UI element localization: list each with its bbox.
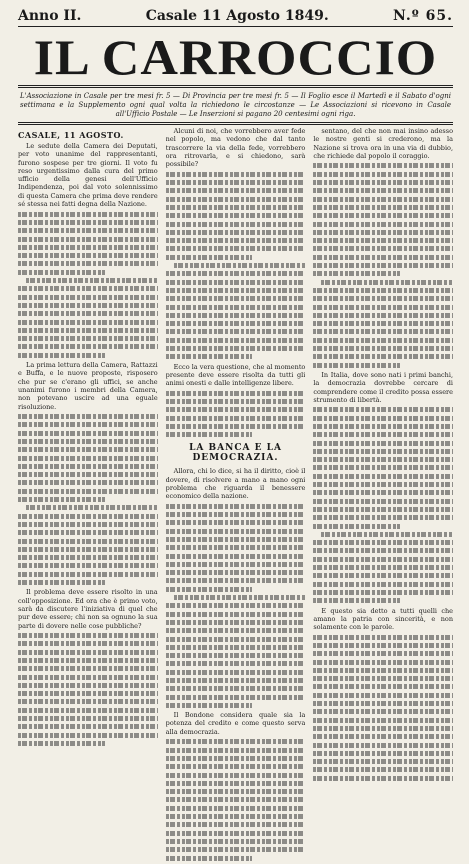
article-columns — [18, 127, 453, 864]
text-block — [18, 212, 158, 358]
article-paragraph: Alcuni di noi, che vorrebbero aver fede nel popolo, ma vedono che dal tanto trascorrere la via della fede, vorrebbero ora ritrovarla, e si chiedono, sarà possibile? — [165, 127, 306, 169]
article-dateline: CASALE, 11 AGOSTO. — [18, 130, 124, 140]
issue-number: N.º 65. — [392, 8, 453, 24]
article-paragraph: Le sedute della Camera dei Deputati, per voto unanime del rappresentanti, furono sospese per tre giorni. Il voto fu reso urgentissimo dalla cura del primo ufficio della genesi dell'Ufficio Indipendenza, poi dal voto solennissimo di questa Camera che prima deve rendere sé stessa nei fatti degna della Nazione. — [18, 142, 158, 209]
text-block — [18, 633, 158, 746]
article-paragraph: Ecco la vera questione, che al momento presente deve essere risolta da tutti gli animi onesti e dalle intelligenze libere. — [165, 362, 306, 388]
text-block — [18, 414, 158, 585]
masthead-title: IL CARROCCIO — [33, 31, 438, 86]
article-paragraph: Allora, chi lo dice, si ha il diritto, cioè il dovere, di risolvere a mano a mano ogni problema che riguarda il benessere economico della nazione. — [165, 467, 306, 501]
article-paragraph: La prima lettura della Camera, Rattazzi e Buffa, e le nuove proposte, risposero che pur se c'erano gli uffici, se anche unanimi furono i membri della Camera, non potevano uscire ad una eguale risoluzione. — [18, 361, 158, 411]
text-block — [166, 504, 306, 708]
text-block — [313, 407, 453, 603]
text-block — [313, 163, 453, 367]
subinfo-rule — [18, 122, 453, 125]
section-title: LA BANCA E LA DEMOCRAZIA. — [189, 443, 282, 464]
subscription-info: L'Associazione in Casale per tre mesi fr. 5 — Di Provincia per tre mesi fr. 5 — Il Foglio esce il Martedì e il Sabato d'ogni settimana e la Supplemento ogni qual volta la richiedono le circostanze — Le Associazioni si ricevono in Casale all'Ufficio Postale — Le Inserzioni si pagano 20 centesimi ogni riga. — [20, 92, 451, 118]
top-rule — [18, 26, 453, 27]
text-block — [166, 391, 306, 437]
column-far — [313, 127, 453, 864]
header-line — [18, 8, 453, 26]
text-block — [166, 739, 306, 860]
article-paragraph: Il Bondone considera quale sia la potenza del credito e come questo serva alla democrazia. — [165, 711, 306, 736]
column-left — [18, 127, 158, 864]
date-label: Casale 11 Agosto 1849. — [145, 8, 329, 24]
article-paragraph: In Italia, dove sono nati i primi banchi, la democrazia dovrebbe cercare di comprendere come il credito possa essere strumento di libertà. — [313, 370, 454, 404]
text-block — [166, 172, 306, 360]
article-paragraph: E questo sia detto a tutti quelli che amano la patria con sincerità, e non solamente con le parole. — [313, 606, 454, 632]
article-paragraph: Il problema deve essere risolto in una coll'opposizione. Ed ora che è primo voto, sarà da discutere l'iniziativa di quel che pur deve essere; chi non sa ognuno la sua parte di dovere nelle cose pubbliche? — [18, 588, 158, 630]
column-right — [166, 127, 306, 864]
year-label: Anno II. — [18, 8, 82, 24]
article-paragraph: sentano, del che non mai insino adesso le nostre genti si crederono, ma la Nazione si trova ora in una via di dubbio, che richiede dal popolo il coraggio. — [313, 127, 454, 160]
text-block — [313, 635, 453, 781]
